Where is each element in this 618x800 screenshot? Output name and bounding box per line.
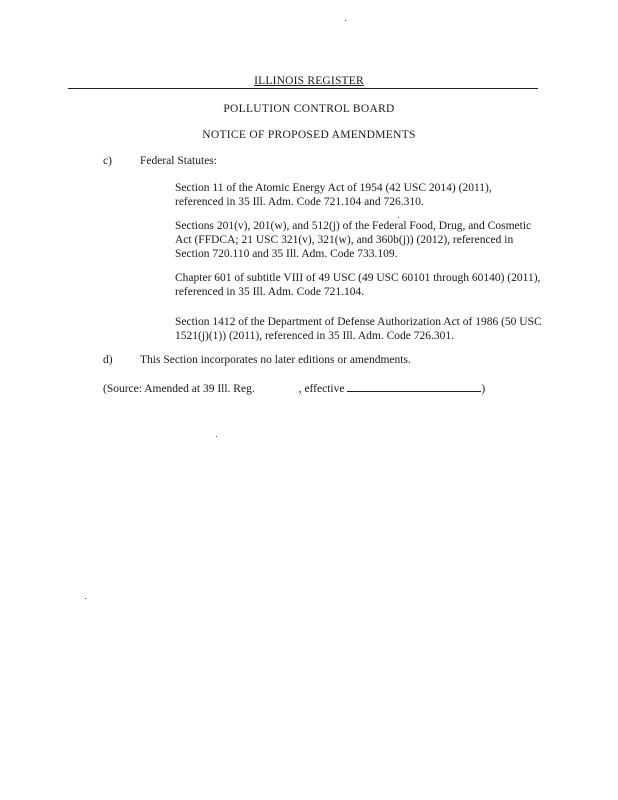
source-suffix: ): [481, 383, 486, 395]
statute-paragraph: Section 1412 of the Department of Defense Authorization Act of 1986 (50 USC 1521(j)(1)) (2011), referenced in 35 Ill. Adm. Code 726.301.: [175, 316, 542, 342]
statute-paragraph: Chapter 601 of subtitle VIII of 49 USC (49 USC 60101 through 60140) (2011), referenced in 35 Ill. Adm. Code 721.104.: [175, 272, 541, 298]
notice-title: NOTICE OF PROPOSED AMENDMENTS: [202, 129, 416, 141]
scan-speck: [398, 217, 399, 218]
effective-date-blank: [347, 380, 481, 392]
subsection-c-label: c): [103, 155, 112, 167]
scan-speck: [85, 598, 86, 599]
header-rule: [68, 88, 538, 89]
subsection-c-heading: Federal Statutes:: [140, 155, 217, 167]
register-title: ILLINOIS REGISTER: [254, 75, 364, 87]
source-note: [103, 380, 485, 396]
scan-speck: [345, 20, 346, 21]
statute-paragraph: Sections 201(v), 201(w), and 512(j) of the Federal Food, Drug, and Cosmetic Act (FFDCA; 21 USC 321(v), 321(w), and 360b(j)) (2012), referenced in Section 720.110 and 35 Ill. Adm. Code 733.109.: [175, 220, 532, 260]
statute-paragraph: Section 11 of the Atomic Energy Act of 1954 (42 USC 2014) (2011), referenced in 35 Ill. Adm. Code 721.104 and 726.310.: [175, 182, 492, 208]
source-effective: , effective: [298, 383, 345, 395]
source-prefix: (Source: Amended at 39 Ill. Reg.: [103, 383, 255, 395]
scan-speck: [216, 436, 217, 437]
subsection-d-label: d): [103, 354, 113, 366]
agency-name: POLLUTION CONTROL BOARD: [223, 103, 395, 115]
subsection-d-text: This Section incorporates no later editions or amendments.: [140, 354, 411, 366]
register-page-blank: [255, 381, 299, 392]
